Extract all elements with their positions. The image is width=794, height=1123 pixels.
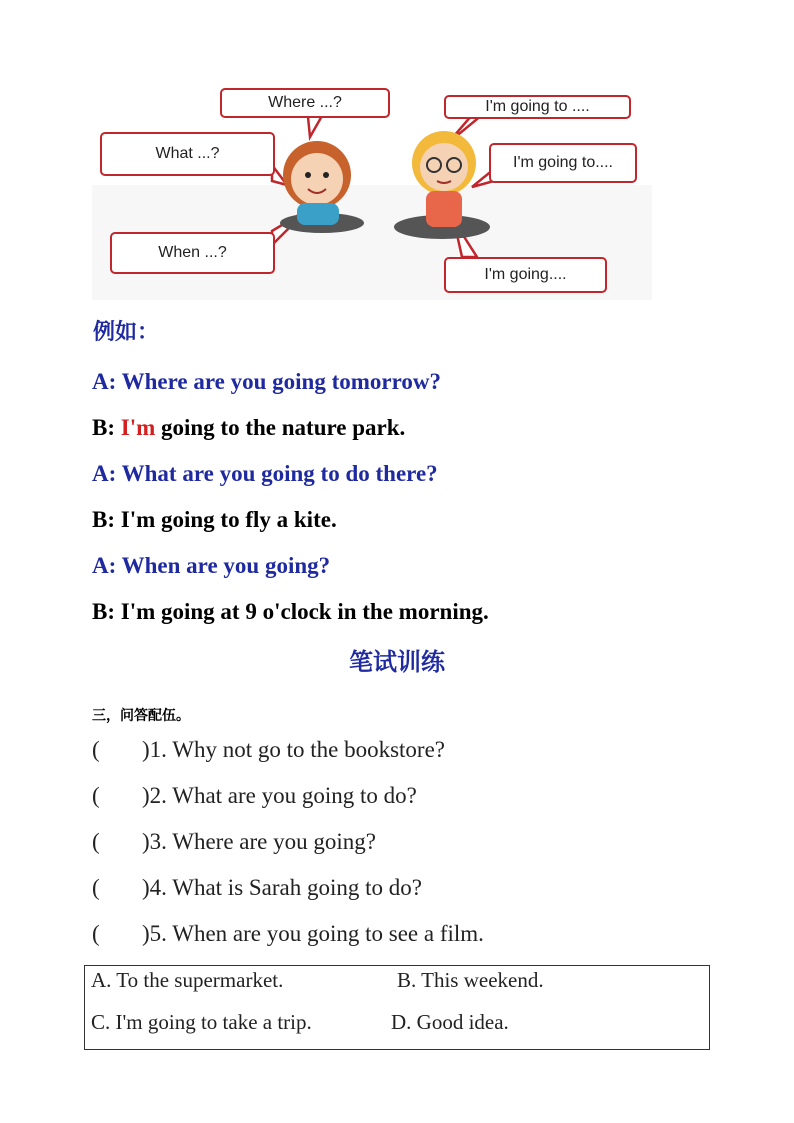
- dialogue-line: [92, 507, 337, 533]
- speaker-label: B:: [92, 415, 115, 440]
- option-b: B. This weekend.: [397, 968, 544, 992]
- dialogue-text: When are you going?: [121, 553, 331, 578]
- answer-blank[interactable]: (: [92, 921, 100, 946]
- dialogue-line: [92, 599, 489, 625]
- question-text: )1. Why not go to the bookstore?: [142, 737, 445, 762]
- instruction: 三，问答配伍。: [92, 708, 190, 724]
- dialogue-text: I'm going at 9 o'clock in the morning.: [120, 599, 489, 624]
- answer-blank[interactable]: (: [92, 737, 100, 762]
- section-title: 笔试训练: [349, 648, 445, 676]
- speaker-label: A:: [92, 461, 117, 486]
- speech-bubble: I'm going to....: [489, 143, 637, 183]
- question-item: [92, 829, 376, 855]
- dialogue-text: I'm going to fly a kite.: [120, 507, 337, 532]
- speaker-label: B:: [92, 507, 115, 532]
- dialogue-text: going to the nature park.: [161, 415, 406, 440]
- dialogue-line: [92, 415, 405, 441]
- dialogue-text: What are you going to do there?: [121, 461, 438, 486]
- question-text: )4. What is Sarah going to do?: [142, 875, 422, 900]
- question-item: [92, 921, 484, 947]
- speech-bubble: I'm going....: [444, 257, 607, 293]
- question-text: )3. Where are you going?: [142, 829, 376, 854]
- speech-bubble: Where ...?: [220, 88, 390, 118]
- option-c: C. I'm going to take a trip.: [91, 1010, 312, 1034]
- speech-bubble: What ...?: [100, 132, 275, 176]
- highlight-text: I'm: [120, 415, 156, 440]
- speaker-label: A:: [92, 553, 117, 578]
- dialogue-line: [92, 369, 441, 395]
- speaker-label: B:: [92, 599, 115, 624]
- question-item: [92, 875, 422, 901]
- speech-bubble: When ...?: [110, 232, 275, 274]
- answer-blank[interactable]: (: [92, 829, 100, 854]
- illustration: [92, 85, 652, 300]
- answer-options-box: [84, 965, 710, 1050]
- option-a: A. To the supermarket.: [91, 968, 284, 992]
- option-d: D. Good idea.: [391, 1010, 509, 1034]
- question-item: [92, 737, 445, 763]
- dialogue-line: [92, 553, 330, 579]
- answer-blank[interactable]: (: [92, 875, 100, 900]
- example-heading: 例如：: [93, 320, 160, 345]
- question-text: )2. What are you going to do?: [142, 783, 417, 808]
- dialogue-text: Where are you going tomorrow?: [121, 369, 442, 394]
- speaker-label: A:: [92, 369, 117, 394]
- speech-bubble: I'm going to ....: [444, 95, 631, 119]
- question-text: )5. When are you going to see a film.: [142, 921, 484, 946]
- dialogue-line: [92, 461, 438, 487]
- answer-blank[interactable]: (: [92, 783, 100, 808]
- question-item: [92, 783, 417, 809]
